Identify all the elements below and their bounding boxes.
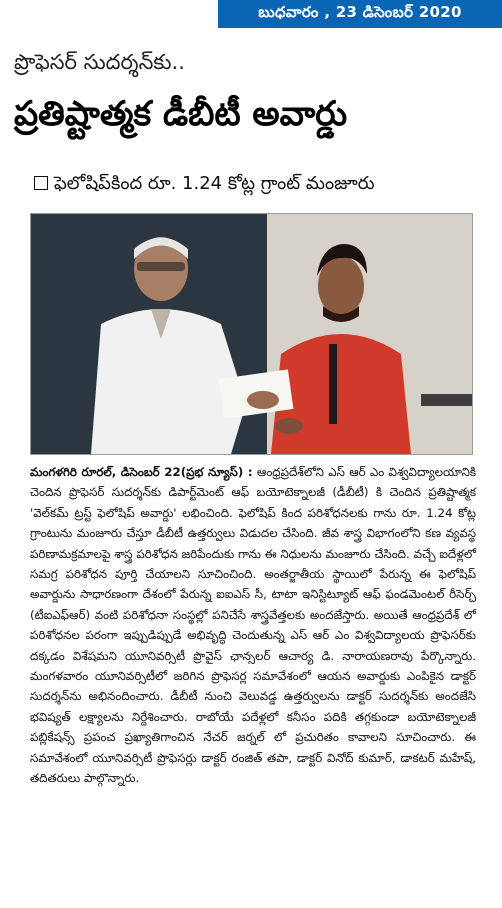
award-handover-photo <box>31 214 472 454</box>
bullet-box-icon <box>34 176 48 190</box>
main-headline: ప్రతిష్టాత్మక డీబీటీ అవార్డు <box>14 94 348 134</box>
article-body <box>30 462 476 789</box>
news-photo <box>30 213 473 455</box>
kicker-heading: ప్రొఫెసర్ సుదర్శన్‌కు.. <box>14 50 185 74</box>
article-dateline: మంగళగిరి రూరల్, డిసెంబర్ 22(ప్రభ న్యూస్) : <box>30 465 253 479</box>
subhead-text: ఫెలోషిప్‌కింద రూ. 1.24 కోట్ల గ్రాంట్ మంజూరు <box>54 173 375 194</box>
dateline-banner: బుధవారం , 23 డిసెంబర్ 2020 <box>218 0 502 28</box>
article-text: ఆంధ్రప్రదేశ్‌లోని ఎస్ ఆర్ ఎం విశ్వవిద్యాలయానికి చెందిన ప్రొఫెసర్ సుదర్శన్‌కు డిపార్ట్‌మెంట్ ఆఫ్ బయోటెక్నాలజీ (డీబీటీ) కి చెందిన ప్రతిష్టాత్మక 'వెల్‌కమ్ ట్రస్ట్ ఫెలోషిప్ అవార్డు' లభించింది. ఫెలోషిప్ కింద పరిశోధనలకు గాను రూ. 1.24 కోట్ల గ్రాంటును మంజూరు చేస్తూ డీబీటీ ఉత్తర్వులు విడుదల చేసింది. జీవ శాస్త్ర విభాగంలోని కణ వ్యవస్థ పరిణామక్రమాలపై శాస్త్ర పరిశోధన జరిపేందుకు గాను ఈ నిధులను మంజూరు చేసింది. వచ్చే ఐదేళ్లలో సమగ్ర పరిశోధన పూర్తి చేయాలని సూచించింది. అంతర్జాతీయ స్థాయిలో పేరున్న ఈ ఫెలోషిప్ అవార్డును సాధారణంగా దేశంలో పేరున్న ఐఐఎస్ సీ, టాటా ఇనిస్టిట్యూట్ ఆఫ్ ఫండమెంటల్ రీసెర్చ్ (టీఐఎఫ్ఆర్) వంటి పరిశోధనా సంస్థల్లో పనిచేసే శాస్త్రవేత్తలకు అందజేస్తారు. అయితే ఆంధ్రప్రదేశ్ లో పరిశోధనల పరంగా ఇప్పుడిప్పుడే అభివృద్ధి చెందుతున్న ఎస్ ఆర్ ఎం విశ్వవిద్యాలయ ప్రొఫెసర్‌కు దక్కడం విశేషమని యూనివర్సిటీ ప్రొవైస్ ఛాన్సలర్ ఆచార్య డి. నారాయణరావు పేర్కొన్నారు. మంగళవారం యూనివర్సిటీలో జరిగిన ప్రొఫెసర్ల సమావేశంలో ఆయన అవార్డుకు ఎంపికైన డాక్టర్ సుదర్శన్‌ను అభినందించారు. డీబీటీ నుంచి వెలువడ్డ ఉత్తర్వులను డాక్టర్ సుదర్శన్‌కు అందజేసి భవిష్యత్ లక్ష్యాలను నిర్దేశించారు. రాబోయే పదేళ్లలో కనీసం పదికి తగ్గకుండా బయోటెక్నాలజీ పబ్లికేషన్స్ ప్రపంచ ప్రఖ్యాతిగాంచిన నేచర్ జర్నల్ లో ప్రచురితం కావాలని సూచించారు. ఈ సమావేశంలో యూనివర్సిటీ ప్రొఫెసర్లు డాక్టర్ రంజిత్ తపా, డాక్టర్ వినోద్ కుమార్, డాకటర్ మహేష్, తదితరులు పాల్గొన్నారు. <box>30 465 477 786</box>
subhead <box>34 173 494 198</box>
